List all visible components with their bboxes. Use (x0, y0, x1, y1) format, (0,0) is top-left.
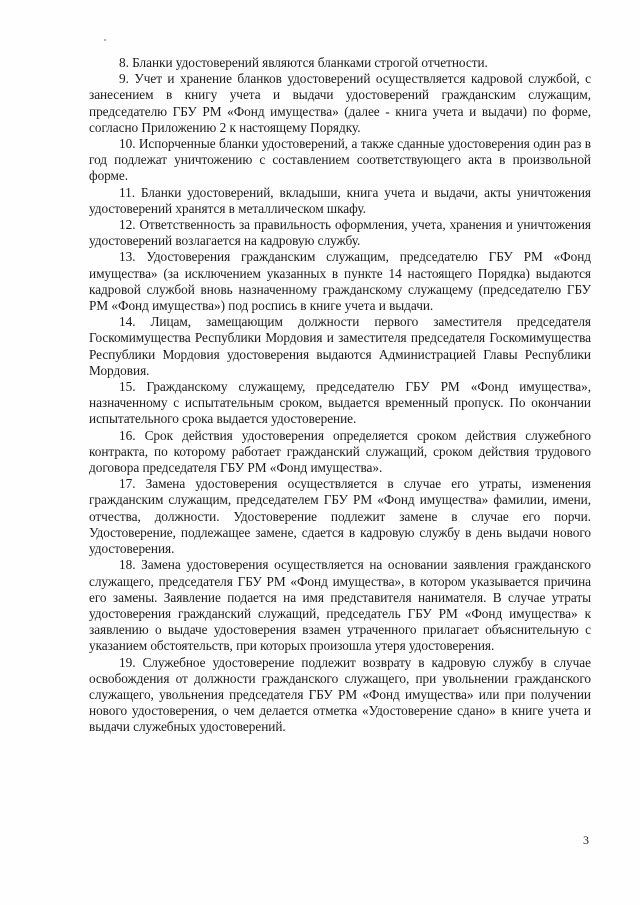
paragraph-19: 19. Служебное удостоверение подлежит возврату в кадровую службу в случае освобождения от должности гражданского служащего, при увольнении гражданского служащего, увольнения председателя ГБУ РМ «Фонд имущества» или при получении нового удостоверения, о чем делается отметка «Удостоверение сдано» в книге учета и выдачи служебных удостоверений. (89, 654, 591, 735)
paragraph-18: 18. Замена удостоверения осуществляется на основании заявления гражданского служащего, председателя ГБУ РМ «Фонд имущества», в котором указывается причина его замены. Заявление подается на имя представителя нанимателя. В случае утраты удостоверения гражданский служащий, председатель ГБУ РМ «Фонд имущества» к заявлению о выдаче удостоверения взамен утраченного прилагает объяснительную с указанием обстоятельств, при которых произошла утеря удостоверения. (89, 557, 591, 654)
paragraph-9: 9. Учет и хранение бланков удостоверений осуществляется кадровой службой, с занесением в книгу учета и выдачи удостоверений гражданским служащим, председателю ГБУ РМ «Фонд имущества» (далее - книга учета и выдачи) по форме, согласно Приложению 2 к настоящему Порядку. (89, 71, 591, 135)
page-number: 3 (583, 833, 589, 847)
paragraph-13: 13. Удостоверения гражданским служащим, председателю ГБУ РМ «Фонд имущества» (за исключением указанных в пункте 14 настоящего Порядка) выдаются кадровой службой вновь назначенному гражданскому служащему (председателю ГБУ РМ «Фонд имущества») под роспись в книге учета и выдачи. (89, 249, 591, 314)
scan-speck (104, 39, 106, 41)
paragraph-10: 10. Испорченные бланки удостоверений, а также сданные удостоверения один раз в год подлежат уничтожению с составлением соответствующего акта в произвольной форме. (89, 136, 591, 184)
paragraph-16: 16. Срок действия удостоверения определяется сроком действия служебного контракта, по которому работает гражданский служащий, сроком действия трудового договора председателя ГБУ РМ «Фонд имущества». (89, 427, 591, 476)
paragraph-11: 11. Бланки удостоверений, вкладыши, книга учета и выдачи, акты уничтожения удостоверений хранятся в металлическом шкафу. (89, 184, 591, 216)
paragraph-15: 15. Гражданскому служащему, председателю ГБУ РМ «Фонд имущества», назначенному с испытательным сроком, выдается временный пропуск. По окончании испытательного срока выдается удостоверение. (89, 379, 591, 427)
paragraph-12: 12. Ответственность за правильность оформления, учета, хранения и уничтожения удостоверений возлагается на кадровую службу. (89, 217, 591, 249)
document-body (89, 55, 591, 736)
paragraph-14: 14. Лицам, замещающим должности первого заместителя председателя Госкомимущества Республики Мордовия и заместителя председателя Госкомимущества Республики Мордовия удостоверения выдаются Администрацией Главы Республики Мордовия. (89, 314, 591, 378)
paragraph-8: 8. Бланки удостоверений являются бланками строгой отчетности. (119, 55, 488, 70)
paragraph-17: 17. Замена удостоверения осуществляется в случае его утраты, изменения гражданским служащим, председателем ГБУ РМ «Фонд имущества» фамилии, имени, отчества, должности. Удостоверение подлежит замене в случае его порчи. Удостоверение, подлежащее замене, сдается в кадровую службу в день выдачи нового удостоверения. (89, 476, 591, 557)
